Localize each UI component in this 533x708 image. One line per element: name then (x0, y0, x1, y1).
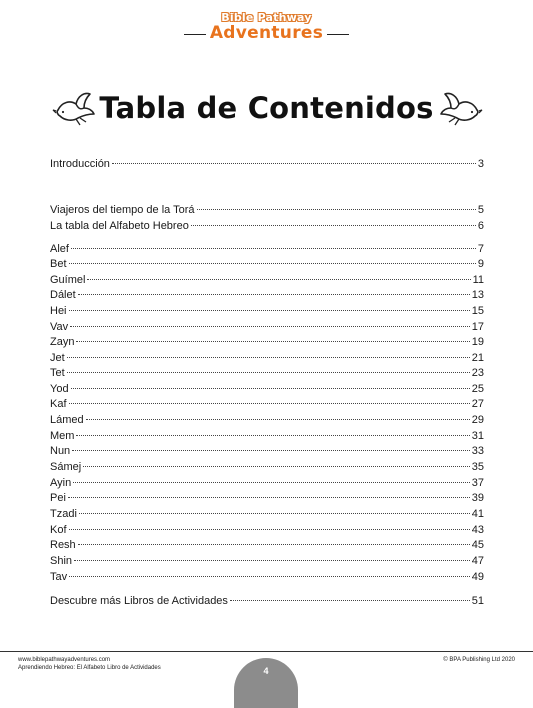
toc-entry-label: Hei (50, 305, 67, 317)
toc-entry-page: 9 (477, 258, 484, 270)
toc-entry-label: Lámed (50, 414, 84, 426)
dot-leader (112, 162, 476, 164)
footer-left (18, 656, 161, 672)
dot-leader (68, 496, 470, 498)
dot-leader (69, 262, 476, 264)
toc-entry[interactable] (50, 366, 484, 381)
dot-leader (71, 247, 476, 249)
toc-entry-page: 13 (471, 289, 484, 301)
dot-leader (191, 224, 476, 226)
toc-entry-page: 11 (472, 274, 484, 286)
toc-entry[interactable] (50, 397, 484, 412)
dot-leader (78, 543, 470, 545)
toc-entry-page: 7 (477, 243, 484, 255)
toc-entry-label: Zayn (50, 336, 75, 348)
page-number: 4 (263, 666, 269, 676)
toc-entry-label: Mem (50, 430, 75, 442)
toc-entry-label: Vav (50, 321, 69, 333)
dot-leader (74, 559, 470, 561)
toc-entry-label: Tav (50, 571, 68, 583)
toc-entry[interactable] (50, 554, 484, 569)
toc-entry-page: 17 (471, 321, 484, 333)
dot-leader (70, 325, 470, 327)
toc-entry[interactable] (50, 476, 484, 491)
toc-entry-label: Tzadi (50, 508, 77, 520)
logo-bottom-text: Adventures (209, 23, 324, 43)
publisher-logo (0, 12, 533, 42)
toc-entry-page: 49 (471, 571, 484, 583)
toc-entry-page: 47 (471, 555, 484, 567)
toc-entry[interactable] (50, 351, 484, 366)
toc-entry[interactable] (50, 320, 484, 335)
dove-icon (439, 88, 483, 128)
toc-entry-label: Kaf (50, 398, 67, 410)
toc-entry[interactable] (50, 288, 484, 303)
toc-entry-label: Descubre más Libros de Actividades (50, 595, 228, 607)
toc-entry-label: Guímel (50, 274, 86, 286)
toc-entry-label: Alef (50, 243, 69, 255)
toc-entry-page: 29 (471, 414, 484, 426)
toc-entry-label: Ayin (50, 477, 72, 489)
toc-entry-page: 41 (471, 508, 484, 520)
toc-entry-page: 43 (471, 524, 484, 536)
toc-entry[interactable] (50, 570, 484, 585)
dot-leader (86, 418, 470, 420)
toc-entry[interactable] (50, 203, 484, 218)
dot-leader (83, 465, 470, 467)
toc-entry[interactable] (50, 257, 484, 272)
dot-leader (69, 402, 470, 404)
dot-leader (69, 575, 470, 577)
toc-entry-page: 21 (471, 352, 484, 364)
toc-entry-page: 45 (471, 539, 484, 551)
toc-entry[interactable] (50, 429, 484, 444)
toc-entry-label: Pei (50, 492, 66, 504)
toc-entry-page: 15 (471, 305, 484, 317)
toc-entry[interactable] (50, 242, 484, 257)
dot-leader (197, 208, 476, 210)
toc-entry[interactable] (50, 538, 484, 553)
toc-entry-page: 6 (477, 220, 484, 232)
toc-entry-label: Dálet (50, 289, 76, 301)
toc-entry[interactable] (50, 460, 484, 475)
toc-entry[interactable] (50, 444, 484, 459)
toc-entry[interactable] (50, 304, 484, 319)
dot-leader (76, 340, 469, 342)
toc-entry-label: Sámej (50, 461, 82, 473)
dove-icon (52, 88, 96, 128)
page-title: Tabla de Contenidos (99, 91, 434, 125)
footer-copyright: © BPA Publishing Ltd 2020 (443, 657, 515, 663)
toc-entry-label: Kof (50, 524, 67, 536)
toc-entry[interactable] (50, 491, 484, 506)
title-row (0, 88, 533, 128)
toc-entry-label: Viajeros del tiempo de la Torá (50, 204, 195, 216)
dot-leader (76, 434, 469, 436)
toc-entry-page: 25 (471, 383, 484, 395)
toc-entry-page: 23 (471, 367, 484, 379)
toc-entry-label: Bet (50, 258, 67, 270)
footer-rule (0, 651, 533, 652)
footer-website[interactable]: www.biblepathwayadventures.com (18, 657, 111, 663)
toc-entry-label: Yod (50, 383, 69, 395)
dot-leader (73, 481, 470, 483)
dot-leader (87, 278, 470, 280)
footer-book-title: Aprendiendo Hebreo: El Alfabeto Libro de Actividades (18, 665, 161, 671)
toc-entry-label: La tabla del Alfabeto Hebreo (50, 220, 189, 232)
toc-entry-page: 33 (471, 445, 484, 457)
toc-entry-label: Nun (50, 445, 71, 457)
toc-entry-page: 51 (471, 595, 484, 607)
toc-entry-label: Shin (50, 555, 73, 567)
toc-entry-page: 19 (471, 336, 484, 348)
toc-entry-page: 39 (471, 492, 484, 504)
dot-leader (67, 371, 470, 373)
toc-entry[interactable] (50, 523, 484, 538)
dot-leader (72, 449, 470, 451)
toc-entry-label: Tet (50, 367, 65, 379)
toc-entry-page: 31 (471, 430, 484, 442)
toc-entry[interactable] (50, 594, 484, 609)
dot-leader (230, 599, 470, 601)
toc-entry-page: 27 (471, 398, 484, 410)
toc-entry[interactable] (50, 219, 484, 234)
toc-entry-page: 35 (471, 461, 484, 473)
toc-entry[interactable] (50, 335, 484, 350)
toc-entry[interactable] (50, 273, 484, 288)
dot-leader (69, 309, 470, 311)
dot-leader (67, 356, 470, 358)
toc-entry[interactable] (50, 413, 484, 428)
toc-entry[interactable] (50, 157, 484, 172)
toc-entry-label: Resh (50, 539, 76, 551)
toc-entry-page: 37 (471, 477, 484, 489)
toc-entry-page: 3 (477, 158, 484, 170)
dot-leader (71, 387, 470, 389)
toc-entry-label: Jet (50, 352, 65, 364)
toc-entry-label: Introducción (50, 158, 110, 170)
toc-entry-page: 5 (477, 204, 484, 216)
dot-leader (78, 293, 470, 295)
toc-entry[interactable] (50, 382, 484, 397)
toc-entry[interactable] (50, 507, 484, 522)
dot-leader (79, 512, 470, 514)
dot-leader (69, 528, 470, 530)
logo-top-text: Bible Pathway (221, 11, 312, 24)
